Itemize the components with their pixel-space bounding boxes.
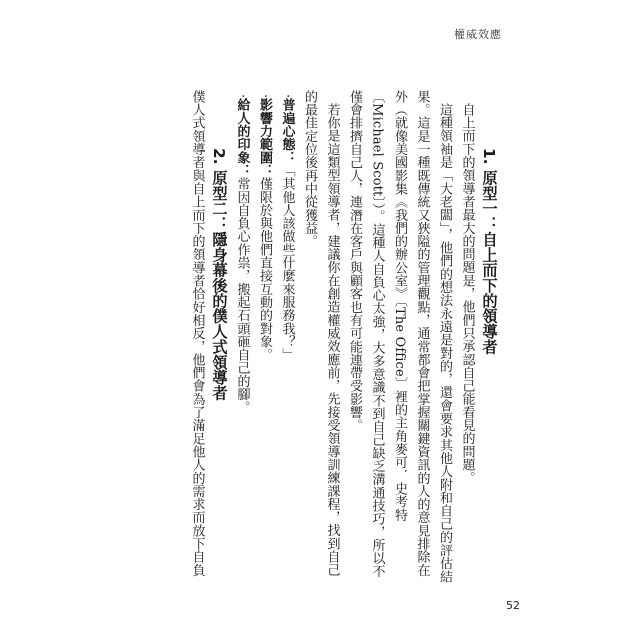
vertical-text-body xyxy=(158,90,500,586)
trait-label: 影響力範圍： xyxy=(257,98,272,178)
running-head: 權威效應 xyxy=(454,28,502,41)
section1-paragraph-2: 這種領袖是「大老闆」，他們的想法永遠是對的，還會要求其他人附和自己的評估結果。這是一種既傳統又狹隘的管理觀點，通常都會把掌握關鍵資訊的人的意見排除在外（就像美國影集《我們的辦公室》〔The Office〕裡的主角麥可．史考特〔Michael Scott〕）。這種人自負心太強，大多意識不到自己缺乏溝通技巧，所以不僅會排擠自己人，連潛在客戶與顧客也有可能連帶受影響。 xyxy=(347,90,452,584)
trait-item-mindset xyxy=(275,90,298,586)
trait-label: 給人的印象： xyxy=(234,98,250,178)
section2-heading: 2. 原型二：隱身幕後的僕人式領導者 xyxy=(210,148,228,401)
trait-label: 普遍心態： xyxy=(279,98,295,165)
section1-paragraph-3: 若你是這類型領導者，建議你在創造權威效應前，先接受領導訓練課程，找到自己的最佳定位後再中從獲益。 xyxy=(302,90,340,577)
section1-heading: 1. 原型一：自上而下的領導者 xyxy=(480,148,498,355)
section1-paragraph-1: 自上而下的領導者最大的問題是，他們只承認自己能看見的問題。 xyxy=(459,103,475,485)
trait-text: 「其他人該做些什麼來服務我？」 xyxy=(279,164,295,362)
page-number: 52 xyxy=(506,599,520,612)
bullet-dot-icon: ‧ xyxy=(279,94,295,99)
bullet-dot-icon: ‧ xyxy=(234,94,250,99)
trait-item-influence xyxy=(253,90,276,586)
section2-paragraph-1: 僕人式領導者與自上而下的領導者恰好相反，他們會為了滿足他人的需求而放下自負 xyxy=(189,90,205,577)
trait-text: 常因自負心作祟，搬起石頭砸自己的腳。 xyxy=(234,177,250,414)
trait-list xyxy=(230,90,298,586)
trait-item-impression xyxy=(230,90,253,586)
bullet-dot-icon: ‧ xyxy=(257,94,272,99)
trait-text: 僅限於與他們直接互動的對象。 xyxy=(257,177,272,362)
